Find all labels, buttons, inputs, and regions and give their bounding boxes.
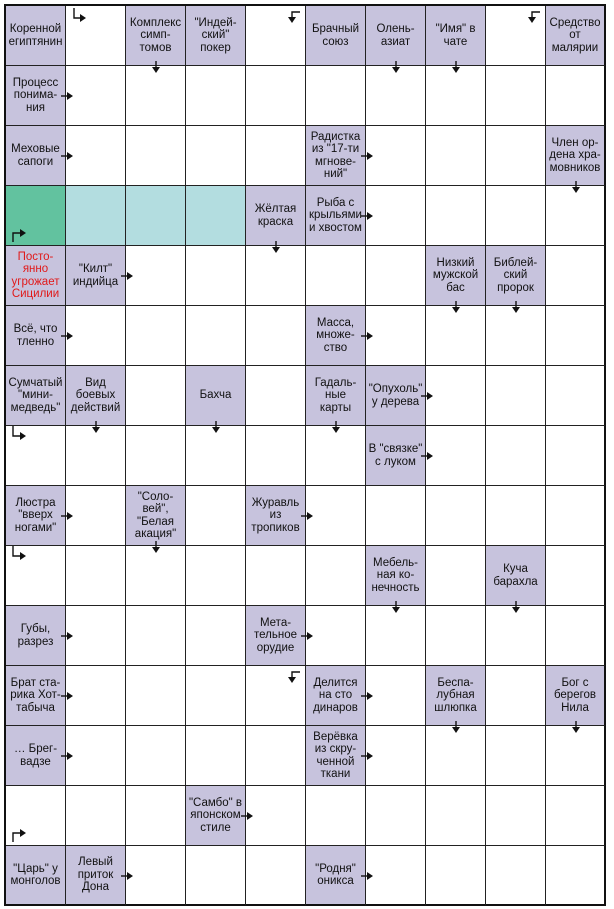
clue-cell <box>66 846 126 906</box>
clue-cell <box>186 6 246 66</box>
answer-cell[interactable] <box>246 6 306 66</box>
clue-cell <box>366 426 426 486</box>
answer-cell[interactable] <box>546 606 606 666</box>
answer-cell[interactable] <box>66 726 126 786</box>
clue-cell <box>126 486 186 546</box>
corner-arrow-icon <box>526 8 542 26</box>
answer-cell[interactable] <box>426 186 486 246</box>
answer-cell[interactable] <box>426 426 486 486</box>
answer-cell[interactable] <box>246 546 306 606</box>
answer-cell[interactable] <box>126 366 186 426</box>
clue-cell <box>546 666 606 726</box>
answer-cell[interactable] <box>186 486 246 546</box>
answer-cell[interactable] <box>486 6 546 66</box>
corner-arrow-icon <box>72 8 88 26</box>
clue-cell <box>6 126 66 186</box>
clue-cell <box>246 186 306 246</box>
clue-text: Мета- тельное орудие <box>254 616 297 654</box>
clue-text: "Соло- вей", "Белая акация" <box>134 490 177 540</box>
answer-cell[interactable] <box>246 366 306 426</box>
clue-cell <box>426 6 486 66</box>
clue-cell <box>306 666 366 726</box>
clue-text: Вид боевых действий <box>70 376 121 414</box>
clue-cell <box>246 486 306 546</box>
answer-cell[interactable] <box>426 546 486 606</box>
clue-text: Жёлтая краска <box>254 203 297 228</box>
answer-cell[interactable] <box>186 186 246 246</box>
answer-cell[interactable] <box>246 246 306 306</box>
clue-cell <box>366 366 426 426</box>
clue-text: Бахча <box>199 389 232 402</box>
clue-cell <box>306 306 366 366</box>
clue-cell <box>6 666 66 726</box>
answer-cell[interactable] <box>6 426 66 486</box>
clue-text: Верёвка из скру- ченной ткани <box>313 730 358 780</box>
answer-cell[interactable] <box>486 366 546 426</box>
answer-cell[interactable] <box>126 186 186 246</box>
answer-cell[interactable] <box>306 66 366 126</box>
answer-cell[interactable] <box>546 786 606 846</box>
clue-cell <box>306 186 366 246</box>
answer-cell[interactable] <box>366 846 426 906</box>
answer-cell[interactable] <box>246 66 306 126</box>
answer-cell[interactable] <box>186 246 246 306</box>
answer-cell[interactable] <box>66 606 126 666</box>
clue-text: Журавль из тропиков <box>251 496 300 534</box>
clue-cell <box>6 846 66 906</box>
answer-cell[interactable] <box>186 846 246 906</box>
clue-cell <box>6 486 66 546</box>
answer-cell[interactable] <box>306 786 366 846</box>
answer-cell[interactable] <box>66 666 126 726</box>
answer-cell[interactable] <box>306 486 366 546</box>
answer-cell[interactable] <box>486 666 546 726</box>
answer-cell[interactable] <box>246 306 306 366</box>
answer-cell[interactable] <box>486 786 546 846</box>
clue-text: "Родня" оникса <box>315 862 356 887</box>
answer-cell[interactable] <box>486 426 546 486</box>
answer-cell[interactable] <box>546 546 606 606</box>
answer-cell[interactable] <box>366 126 426 186</box>
clue-text: Губы, разрез <box>17 623 54 648</box>
corner-arrow-icon <box>286 8 302 26</box>
answer-cell[interactable] <box>486 186 546 246</box>
answer-cell[interactable] <box>426 726 486 786</box>
clue-text: Бог с берегов Нила <box>553 676 597 714</box>
answer-cell[interactable] <box>366 726 426 786</box>
answer-cell[interactable] <box>6 186 66 246</box>
answer-cell[interactable] <box>426 66 486 126</box>
clue-text: Рыба с крыльями и хвостом <box>309 196 362 234</box>
clue-text: Библей- ский пророк <box>493 256 538 294</box>
answer-cell[interactable] <box>426 126 486 186</box>
clue-cell <box>6 726 66 786</box>
clue-text: Меховые сапоги <box>11 143 60 168</box>
clue-text: Комплекс симп- томов <box>129 16 182 54</box>
answer-cell[interactable] <box>186 126 246 186</box>
answer-cell[interactable] <box>246 846 306 906</box>
answer-cell[interactable] <box>126 726 186 786</box>
answer-cell[interactable] <box>186 546 246 606</box>
clue-cell <box>426 246 486 306</box>
clue-cell <box>306 366 366 426</box>
answer-cell[interactable] <box>126 846 186 906</box>
clue-text: Средство от малярии <box>549 16 601 54</box>
answer-cell[interactable] <box>546 726 606 786</box>
answer-cell[interactable] <box>366 246 426 306</box>
clue-text: "Килт" индийца <box>72 263 119 288</box>
answer-cell[interactable] <box>126 786 186 846</box>
clue-cell <box>246 606 306 666</box>
clue-cell <box>306 6 366 66</box>
answer-cell[interactable] <box>366 66 426 126</box>
clue-text: "Самбо" в японском стиле <box>188 796 243 834</box>
clue-cell <box>66 366 126 426</box>
answer-cell[interactable] <box>486 726 546 786</box>
answer-cell[interactable] <box>246 426 306 486</box>
clue-text: Мебель- ная ко- нечность <box>371 556 420 594</box>
answer-cell[interactable] <box>426 306 486 366</box>
corner-arrow-icon <box>10 546 28 562</box>
answer-cell[interactable] <box>126 546 186 606</box>
answer-cell[interactable] <box>186 726 246 786</box>
clue-cell <box>486 246 546 306</box>
answer-cell[interactable] <box>306 606 366 666</box>
clue-text: Беспа- лубная шлюпка <box>434 676 477 714</box>
answer-cell[interactable] <box>6 546 66 606</box>
answer-cell[interactable] <box>66 786 126 846</box>
answer-cell[interactable] <box>486 846 546 906</box>
answer-cell[interactable] <box>546 366 606 426</box>
answer-cell[interactable] <box>126 606 186 666</box>
answer-cell[interactable] <box>186 606 246 666</box>
answer-cell[interactable] <box>126 666 186 726</box>
answer-cell[interactable] <box>546 246 606 306</box>
clue-text: "Опухоль" у дерева <box>368 383 423 408</box>
answer-cell[interactable] <box>366 186 426 246</box>
answer-cell[interactable] <box>66 186 126 246</box>
answer-cell[interactable] <box>66 306 126 366</box>
clue-text: Куча барахла <box>493 563 538 588</box>
clue-cell <box>366 6 426 66</box>
answer-cell[interactable] <box>546 306 606 366</box>
answer-cell[interactable] <box>126 126 186 186</box>
clue-text: Люстра "вверх ногами" <box>14 496 57 534</box>
answer-cell[interactable] <box>426 606 486 666</box>
clue-cell <box>366 546 426 606</box>
answer-cell[interactable] <box>486 66 546 126</box>
answer-cell[interactable] <box>366 666 426 726</box>
answer-cell[interactable] <box>66 6 126 66</box>
clue-cell <box>546 126 606 186</box>
answer-cell[interactable] <box>306 546 366 606</box>
corner-arrow-icon <box>10 228 28 244</box>
answer-cell[interactable] <box>306 246 366 306</box>
clue-text: Низкий мужской бас <box>432 256 479 294</box>
crossword-grid <box>4 4 606 906</box>
clue-text: Олень- азиат <box>376 23 415 48</box>
answer-cell[interactable] <box>426 846 486 906</box>
answer-cell[interactable] <box>486 606 546 666</box>
answer-cell[interactable] <box>246 726 306 786</box>
clue-cell <box>6 366 66 426</box>
answer-cell[interactable] <box>186 306 246 366</box>
answer-cell[interactable] <box>186 66 246 126</box>
answer-cell[interactable] <box>306 426 366 486</box>
clue-text: Делится на сто динаров <box>313 676 358 714</box>
answer-cell[interactable] <box>426 486 486 546</box>
clue-text: Левый приток Дона <box>77 856 114 894</box>
answer-cell[interactable] <box>546 186 606 246</box>
clue-cell <box>426 666 486 726</box>
answer-cell[interactable] <box>366 486 426 546</box>
answer-cell[interactable] <box>246 786 306 846</box>
corner-arrow-icon <box>286 668 302 686</box>
clue-cell <box>66 246 126 306</box>
clue-cell <box>126 6 186 66</box>
answer-cell[interactable] <box>66 126 126 186</box>
clue-cell <box>306 726 366 786</box>
clue-cell <box>186 786 246 846</box>
clue-text: Процесс понима- ния <box>12 76 59 114</box>
clue-text: Гадаль- ные карты <box>314 376 357 414</box>
answer-cell[interactable] <box>246 126 306 186</box>
clue-text: Всё, что тленно <box>13 323 58 348</box>
answer-cell[interactable] <box>66 66 126 126</box>
clue-cell <box>6 306 66 366</box>
clue-cell <box>6 66 66 126</box>
corner-arrow-icon <box>10 828 28 844</box>
answer-cell[interactable] <box>366 786 426 846</box>
clue-cell <box>6 606 66 666</box>
clue-text: … Брег- вадзе <box>13 743 58 768</box>
answer-cell[interactable] <box>246 666 306 726</box>
answer-cell[interactable] <box>486 126 546 186</box>
clue-cell <box>306 126 366 186</box>
answer-cell[interactable] <box>546 426 606 486</box>
clue-text: Коренной египтянин <box>8 23 63 48</box>
answer-cell[interactable] <box>126 306 186 366</box>
answer-cell[interactable] <box>486 306 546 366</box>
clue-cell <box>186 366 246 426</box>
clue-cell <box>306 846 366 906</box>
answer-cell[interactable] <box>186 666 246 726</box>
answer-cell[interactable] <box>126 426 186 486</box>
clue-text: В "связке" с луком <box>368 443 423 468</box>
answer-cell[interactable] <box>486 486 546 546</box>
answer-cell[interactable] <box>546 846 606 906</box>
clue-text: Член ор- дена хра- мовников <box>549 136 601 174</box>
answer-cell[interactable] <box>366 606 426 666</box>
answer-cell[interactable] <box>186 426 246 486</box>
clue-text: Радистка из "17-ти мгнове- ний" <box>310 130 361 180</box>
answer-cell[interactable] <box>546 66 606 126</box>
clue-cell <box>486 546 546 606</box>
answer-cell[interactable] <box>126 66 186 126</box>
clue-text: Масса, множе- ство <box>316 316 355 354</box>
clue-text: "Индей- ский" покер <box>194 16 237 54</box>
answer-cell[interactable] <box>366 306 426 366</box>
answer-cell[interactable] <box>126 246 186 306</box>
answer-cell[interactable] <box>66 486 126 546</box>
answer-cell[interactable] <box>426 786 486 846</box>
clue-text: Брачный союз <box>311 23 360 48</box>
answer-cell[interactable] <box>546 486 606 546</box>
corner-arrow-icon <box>10 426 28 442</box>
clue-text: "Имя" в чате <box>435 23 476 48</box>
clue-cell <box>6 246 66 306</box>
clue-text: Сумчатый "мини- медведь" <box>8 376 63 414</box>
clue-cell <box>546 6 606 66</box>
clue-text: "Царь" у монголов <box>10 862 61 887</box>
clue-text: Посто- янно угрожает Сицилии <box>11 250 60 300</box>
answer-cell[interactable] <box>66 426 126 486</box>
answer-cell[interactable] <box>426 366 486 426</box>
clue-text: Брат ста- рика Хот- табыча <box>10 676 61 714</box>
answer-cell[interactable] <box>6 786 66 846</box>
clue-cell <box>6 6 66 66</box>
answer-cell[interactable] <box>66 546 126 606</box>
